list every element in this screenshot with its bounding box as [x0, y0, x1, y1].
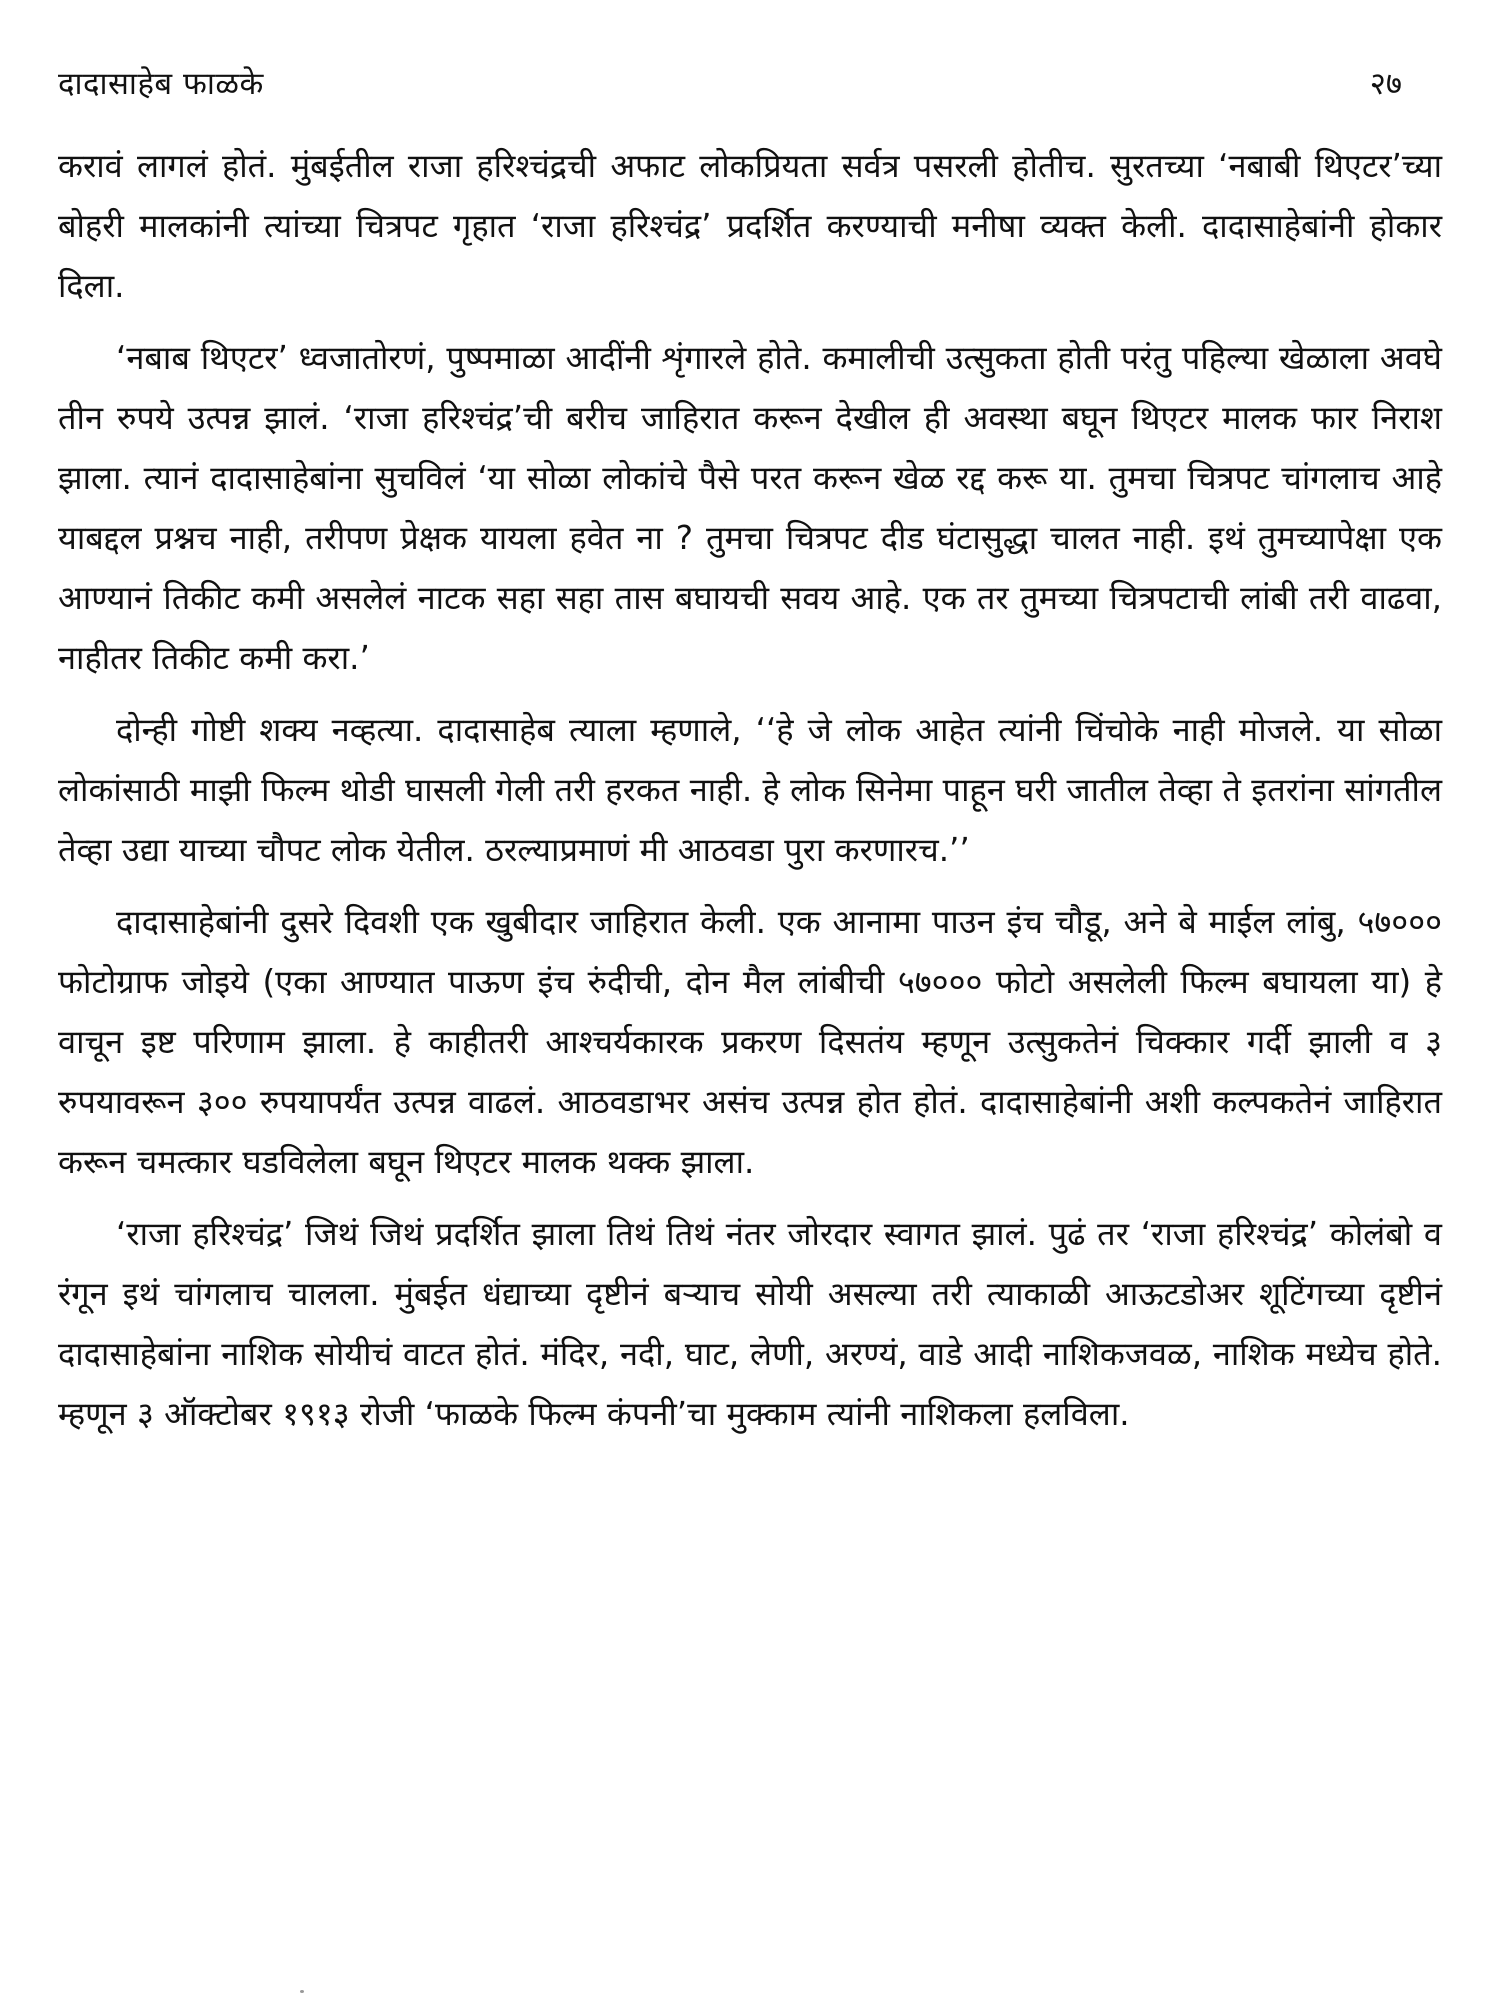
- paragraph-3: दोन्ही गोष्टी शक्य नव्हत्या. दादासाहेब त्याला म्हणाले, ‘‘हे जे लोक आहेत त्यांनी चिंचोके नाही मोजले. या सोळा लोकांसाठी माझी फिल्म थोडी घासली गेली तरी हरकत नाही. हे लोक सिनेमा पाहून घरी जातील तेव्हा ते इतरांना सांगतील तेव्हा उद्या याच्या चौपट लोक येतील. ठरल्याप्रमाणं मी आठवडा पुरा करणारच.’’: [58, 711, 1442, 869]
- paragraph-4: दादासाहेबांनी दुसरे दिवशी एक खुबीदार जाहिरात केली. एक आनामा पाउन इंच चौडू, अने बे माईल लांबु, ५७००० फोटोग्राफ जोइये (एका आण्यात पाऊण इंच रुंदीची, दोन मैल लांबीची ५७००० फोटो असलेली फिल्म बघायला या) हे वाचून इष्ट परिणाम झाला. हे काहीतरी आश्चर्यकारक प्रकरण दिसतंय म्हणून उत्सुकतेनं चिक्कार गर्दी झाली व ३ रुपयावरून ३०० रुपयापर्यंत उत्पन्न वाढलं. आठवडाभर असंच उत्पन्न होत होतं. दादासाहेबांनी अशी कल्पकतेनं जाहिरात करून चमत्कार घडविलेला बघून थिएटर मालक थक्क झाला.: [58, 903, 1442, 1181]
- paragraph-5: ‘राजा हरिश्चंद्र’ जिथं जिथं प्रदर्शित झाला तिथं तिथं नंतर जोरदार स्वागत झालं. पुढं तर ‘राजा हरिश्चंद्र’ कोलंबो व रंगून इथं चांगलाच चालला. मुंबईत धंद्याच्या दृष्टीनं बऱ्याच सोयी असल्या तरी त्याकाळी आऊटडोअर शूटिंगच्या दृष्टीनं दादासाहेबांना नाशिक सोयीचं वाटत होतं. मंदिर, नदी, घाट, लेणी, अरण्यं, वाडे आदी नाशिकजवळ, नाशिक मध्येच होते. म्हणून ३ ऑक्टोबर १९१३ रोजी ‘फाळके फिल्म कंपनी’चा मुक्काम त्यांनी नाशिकला हलविला.: [58, 1215, 1442, 1433]
- body-text: [58, 136, 1442, 1444]
- paragraph-2: ‘नबाब थिएटर’ ध्वजातोरणं, पुष्पमाळा आदींनी शृंगारले होते. कमालीची उत्सुकता होती परंतु पहिल्या खेळाला अवघे तीन रुपये उत्पन्न झालं. ‘राजा हरिश्चंद्र’ची बरीच जाहिरात करून देखील ही अवस्था बघून थिएटर मालक फार निराश झाला. त्यानं दादासाहेबांना सुचविलं ‘या सोळा लोकांचे पैसे परत करून खेळ रद्द करू या. तुमचा चित्रपट चांगलाच आहे याबद्दल प्रश्नच नाही, तरीपण प्रेक्षक यायला हवेत ना ? तुमचा चित्रपट दीड घंटासुद्धा चालत नाही. इथं तुमच्यापेक्षा एक आण्यानं तिकीट कमी असलेलं नाटक सहा सहा तास बघायची सवय आहे. एक तर तुमच्या चित्रपटाची लांबी तरी वाढवा, नाहीतर तिकीट कमी करा.’: [58, 339, 1442, 677]
- paragraph-1: करावं लागलं होतं. मुंबईतील राजा हरिश्चंद्रची अफाट लोकप्रियता सर्वत्र पसरली होतीच. सुरतच्या ‘नबाबी थिएटर’च्या बोहरी मालकांनी त्यांच्या चित्रपट गृहात ‘राजा हरिश्चंद्र’ प्रदर्शित करण्याची मनीषा व्यक्त केली. दादासाहेबांनी होकार दिला.: [58, 147, 1442, 305]
- page-header: [58, 62, 1442, 122]
- running-head: दादासाहेब फाळके: [58, 66, 264, 102]
- page-number: २७: [1369, 66, 1402, 102]
- scan-speck: [300, 1990, 304, 1993]
